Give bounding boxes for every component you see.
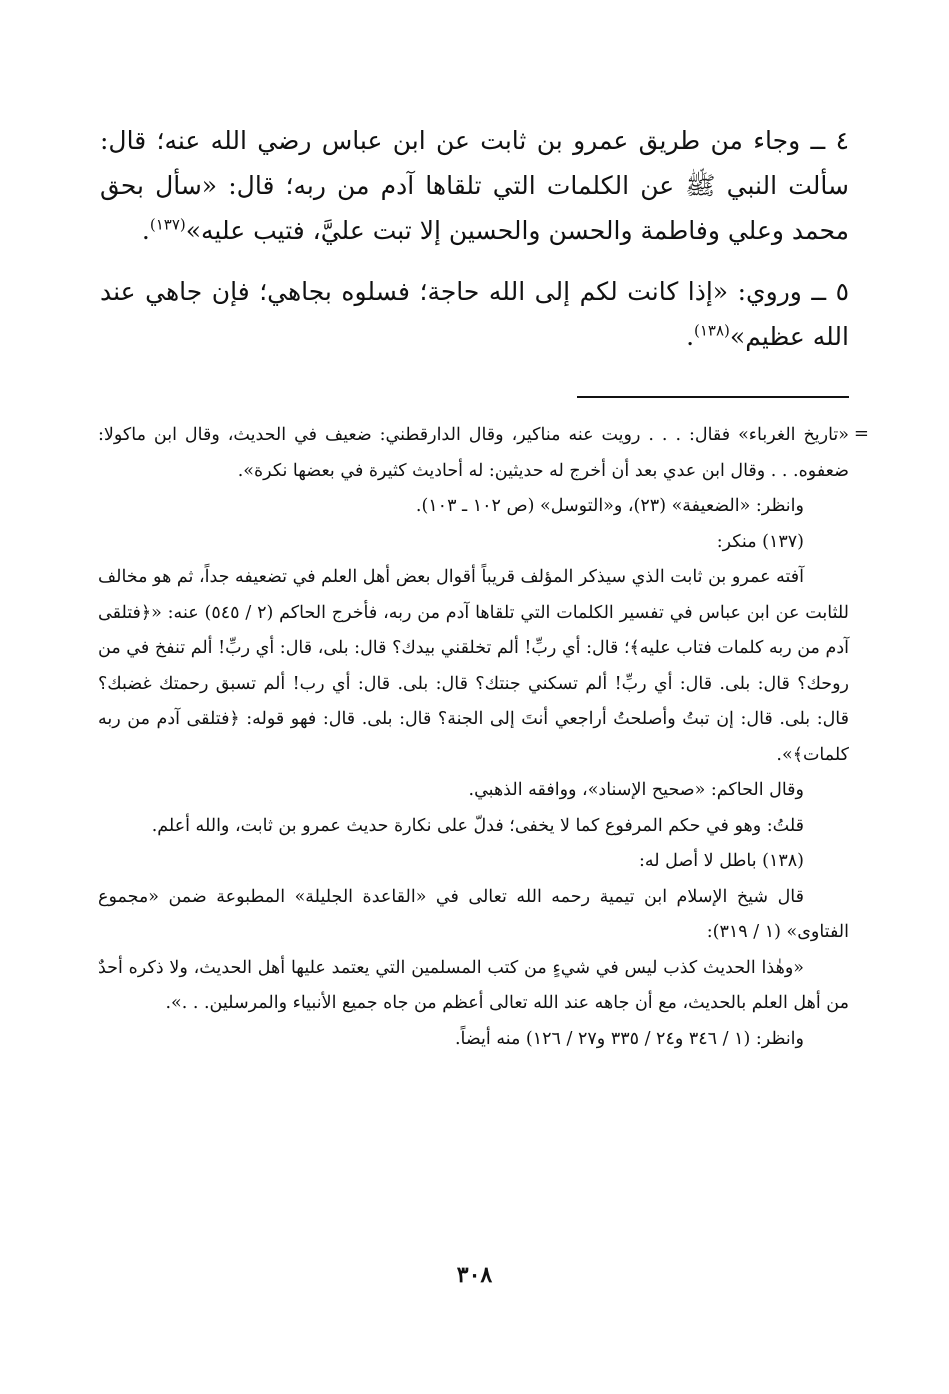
footnote-line: «تاريخ الغرباء» فقال: . . . رويت عنه مناكير، وقال الدارقطني: ضعيف في الحديث، وقال ابن ماكولا: ضعفوه. . . وقال ابن عدي بعد أن أخرج له حديثين: له أحاديث كثيرة في بعضها نكرة». [98, 425, 849, 481]
footnote-ref-138: (١٣٨) [694, 321, 730, 340]
footnote-line: وانظر: «الضعيفة» (٢٣)، و«التوسل» (ص ١٠٢ ـ ١٠٣). [415, 496, 804, 516]
footnote-line: «وهٰذا الحديث كذب ليس في شيءٍ من كتب المسلمين التي يعتمد عليها أهل الحديث، ولا ذكره أحدٌ من أهل العلم بالحديث، مع أن جاهه عند الله تعالى أعظم من جاه جميع الأنبياء والمرسلين. . .». [98, 957, 849, 1013]
main-paragraph-5 [100, 269, 849, 359]
footnote-line: قال شيخ الإسلام ابن تيمية رحمه الله تعالى في «القاعدة الجليلة» المطبوعة ضمن «مجموع الفتاوى» (١ / ٣١٩): [98, 886, 849, 942]
footnote-heading-137: (١٣٧) منكر: [716, 531, 804, 552]
main-paragraph-tail: . [686, 322, 695, 351]
footnote-continuation-mark: = [853, 423, 869, 444]
footnote-ref-137: (١٣٧) [149, 215, 186, 234]
footnote-heading-138: (١٣٨) باطل لا أصل له: [638, 851, 804, 871]
footnotes [98, 418, 849, 1057]
main-paragraph-text: ٥ ــ وروي: «إذا كانت لكم إلى الله حاجة؛ فسلوه بجاهي؛ فإن جاهي عند الله عظيم» [100, 277, 849, 351]
page-number: ٣٠٨ [456, 1262, 493, 1288]
main-paragraph-4 [100, 118, 849, 253]
main-text [100, 118, 849, 375]
footnote-line: وانظر: (١ / ٣٤٦ و٢٤ / ٣٣٥ و٢٧ / ١٢٦) منه أيضاً. [454, 1028, 804, 1049]
footnote-line: آفته عمرو بن ثابت الذي سيذكر المؤلف قريباً أقوال بعض أهل العلم في تضعيفه جداً، ثم هو مخالف للثابت عن ابن عباس في تفسير الكلمات التي تلقاها آدم من ربه، فأخرج الحاكم (٢ / ٥٤٥) عنه: «﴿فتلقى آدم من ربه كلمات فتاب عليه﴾؛ قال: أي ربِّ! ألم تخلقني بيدك؟ قال: بلى، قال: أي ربِّ! ألم تنفخ في من روحك؟ قال: بلى. قال: أي ربِّ! ألم تسكني جنتك؟ قال: بلى. قال: أي رب! ألم تسبق رحمتك غضبك؟ قال: بلى. قال: إن تبتُ وأصلحتُ أراجعي أنتَ إلى الجنة؟ قال: بلى. قال: فهو قوله: ﴿فتلقى آدم من ربه كلمات﴾». [98, 567, 850, 765]
footnote-line: وقال الحاكم: «صحيح الإسناد»، ووافقه الذهبي. [468, 780, 804, 800]
footnote-line: قلتُ: وهو في حكم المرفوع كما لا يخفى؛ فدلّ على نكارة حديث عمرو بن ثابت، والله أعلم. [151, 815, 804, 836]
footnote-divider [577, 396, 849, 398]
main-paragraph-tail: . [141, 216, 150, 245]
main-paragraph-text: ٤ ــ وجاء من طريق عمرو بن ثابت عن ابن عباس رضي الله عنه؛ قال: سألت النبي ﷺ عن الكلمات التي تلقاها آدم من ربه؛ قال: «سأل بحق محمد وعلي وفاطمة والحسن والحسين إلا تبت عليَّ، فتيب عليه» [100, 126, 849, 245]
